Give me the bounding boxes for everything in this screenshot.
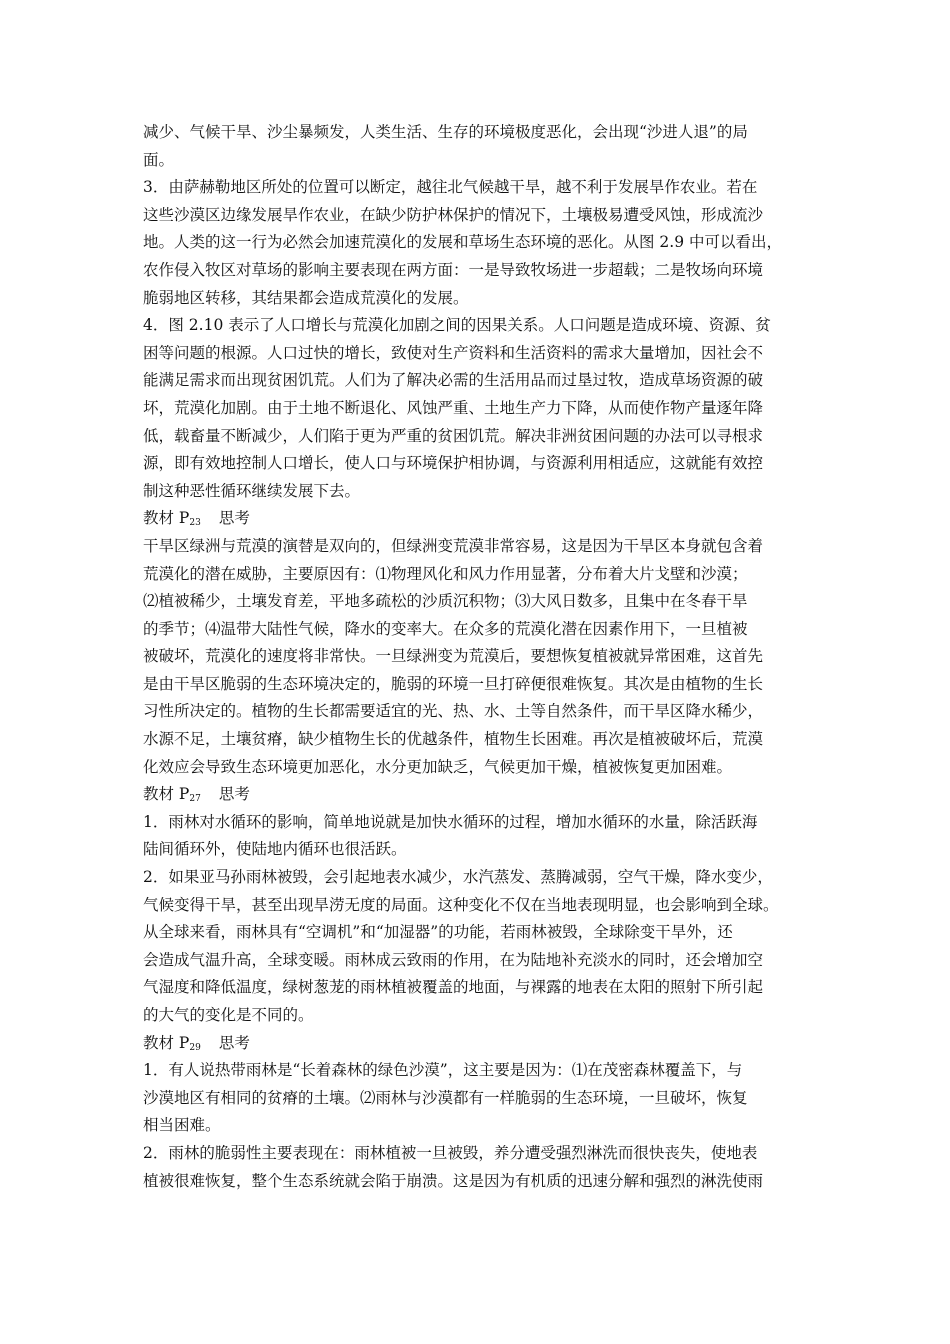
text-line: 植被很难恢复，整个生态系统就会陷于崩溃。这是因为有机质的迅速分解和强烈的淋洗使雨 <box>143 1171 764 1190</box>
text-line: 1．有人说热带雨林是“长着森林的绿色沙漠”，这主要是因为：⑴在茂密森林覆盖下，与 <box>143 1061 743 1080</box>
heading-label: 思考 <box>218 785 250 804</box>
text-line: 3．由萨赫勒地区所处的位置可以断定，越往北气候越干旱，越不利于发展旱作农业。若在 <box>143 178 758 197</box>
heading-page-number: 27 <box>189 794 201 805</box>
text-line: 这些沙漠区边缘发展旱作农业，在缺少防护林保护的情况下，土壤极易遭受风蚀，形成流沙 <box>143 205 764 224</box>
text-line: 会造成气温升高，全球变暖。雨林成云致雨的作用，在为陆地补充淡水的同时，还会增加空 <box>143 950 764 969</box>
text-line: 源，即有效地控制人口增长，使人口与环境保护相协调，与资源利用相适应，这就能有效控 <box>143 454 764 473</box>
text-line: 4．图 2.10 表示了人口增长与荒漠化加剧之间的因果关系。人口问题是造成环境、资源、贫 <box>143 316 771 335</box>
text-line: 制这种恶性循环继续发展下去。 <box>143 481 361 500</box>
text-line: 水源不足，土壤贫瘠，缺少植物生长的优越条件，植物生长困难。再次是植被破坏后，荒漠 <box>143 730 764 749</box>
heading-prefix: 教材 P <box>143 509 190 528</box>
text-line: 减少、气候干旱、沙尘暴频发，人类生活、生存的环境极度恶化，会出现“沙进人退”的局 <box>143 123 748 141</box>
text-line: 化效应会导致生态环境更加恶化，水分更加缺乏，气候更加干燥，植被恢复更加困难。 <box>143 757 733 776</box>
text-line: 低，载畜量不断减少，人们陷于更为严重的贫困饥荒。解决非洲贫困问题的办法可以寻根求 <box>143 426 764 445</box>
section-heading <box>143 781 815 809</box>
heading-page-number: 23 <box>189 518 201 529</box>
heading-page-number: 29 <box>189 1042 201 1053</box>
heading-label: 思考 <box>218 1033 250 1052</box>
text-line: 2．雨林的脆弱性主要表现在：雨林植被一旦被毁，养分遭受强烈淋洗而很快丧失，使地表 <box>143 1143 758 1162</box>
text-line: 面。 <box>143 150 175 169</box>
text-line: 1．雨林对水循环的影响，简单地说就是加快水循环的过程，增加水循环的水量，除活跃海 <box>143 812 758 831</box>
text-line: 干旱区绿洲与荒漠的演替是双向的，但绿洲变荒漠非常容易，这是因为干旱区本身就包含着 <box>143 536 764 555</box>
text-line: 沙漠地区有相同的贫瘠的土壤。⑵雨林与沙漠都有一样脆弱的生态环境，一旦破坏，恢复 <box>143 1088 748 1107</box>
text-line: 相当困难。 <box>143 1116 221 1135</box>
text-line: 脆弱地区转移，其结果都会造成荒漠化的发展。 <box>143 288 469 307</box>
text-line: ⑵植被稀少，土壤发育差，平地多疏松的沙质沉积物；⑶大风日数多，且集中在冬春干旱 <box>143 592 748 611</box>
text-line: 地。人类的这一行为必然会加速荒漠化的发展和草场生态环境的恶化。从图 2.9 中可以看出， <box>143 233 783 252</box>
text-line: 被破坏，荒漠化的速度将非常快。一旦绿洲变为荒漠后，要想恢复植被就异常困难，这首先 <box>143 647 764 666</box>
text-line: 荒漠化的潜在威胁，主要原因有：⑴物理风化和风力作用显著，分布着大片戈壁和沙漠； <box>143 564 748 583</box>
text-line: 的大气的变化是不同的。 <box>143 1006 314 1024</box>
heading-prefix: 教材 P <box>143 785 190 804</box>
heading-label: 思考 <box>218 509 250 528</box>
text-line: 2．如果亚马孙雨林被毁，会引起地表水减少，水汽蒸发、蒸腾减弱，空气干燥，降水变少， <box>143 868 773 887</box>
text-line: 从全球来看，雨林具有“空调机”和“加湿器”的功能，若雨林被毁，全球除变干旱外，还 <box>143 923 733 942</box>
text-line: 困等问题的根源。人口过快的增长，致使对生产资料和生活资料的需求大量增加，因社会不 <box>143 343 764 362</box>
section-heading <box>143 505 815 533</box>
text-line: 坏，荒漠化加剧。由于土地不断退化、风蚀严重、土地生产力下降，从而使作物产量逐年降 <box>143 398 764 417</box>
text-line: 的季节；⑷温带大陆性气候，降水的变率大。在众多的荒漠化潜在因素作用下，一旦植被 <box>143 619 748 638</box>
text-line: 是由干旱区脆弱的生态环境决定的，脆弱的环境一旦打碎便很难恢复。其次是由植物的生长 <box>143 674 764 693</box>
text-line: 农作侵入牧区对草场的影响主要表现在两方面：一是导致牧场进一步超载；二是牧场向环境 <box>143 260 764 279</box>
text-line: 气湿度和降低温度，绿树葱茏的雨林植被覆盖的地面，与裸露的地表在太阳的照射下所引起 <box>143 978 764 997</box>
document-page <box>143 119 815 1195</box>
heading-prefix: 教材 P <box>143 1033 190 1052</box>
text-line: 能满足需求而出现贫困饥荒。人们为了解决必需的生活用品而过垦过牧，造成草场资源的破 <box>143 371 764 390</box>
text-line: 习性所决定的。植物的生长都需要适宜的光、热、水、土等自然条件，而干旱区降水稀少， <box>143 702 764 721</box>
text-line: 气候变得干旱，甚至出现旱涝无度的局面。这种变化不仅在当地表现明显，也会影响到全球。 <box>143 895 779 914</box>
text-line: 陆间循环外，使陆地内循环也很活跃。 <box>143 840 407 859</box>
section-heading <box>143 1030 815 1058</box>
